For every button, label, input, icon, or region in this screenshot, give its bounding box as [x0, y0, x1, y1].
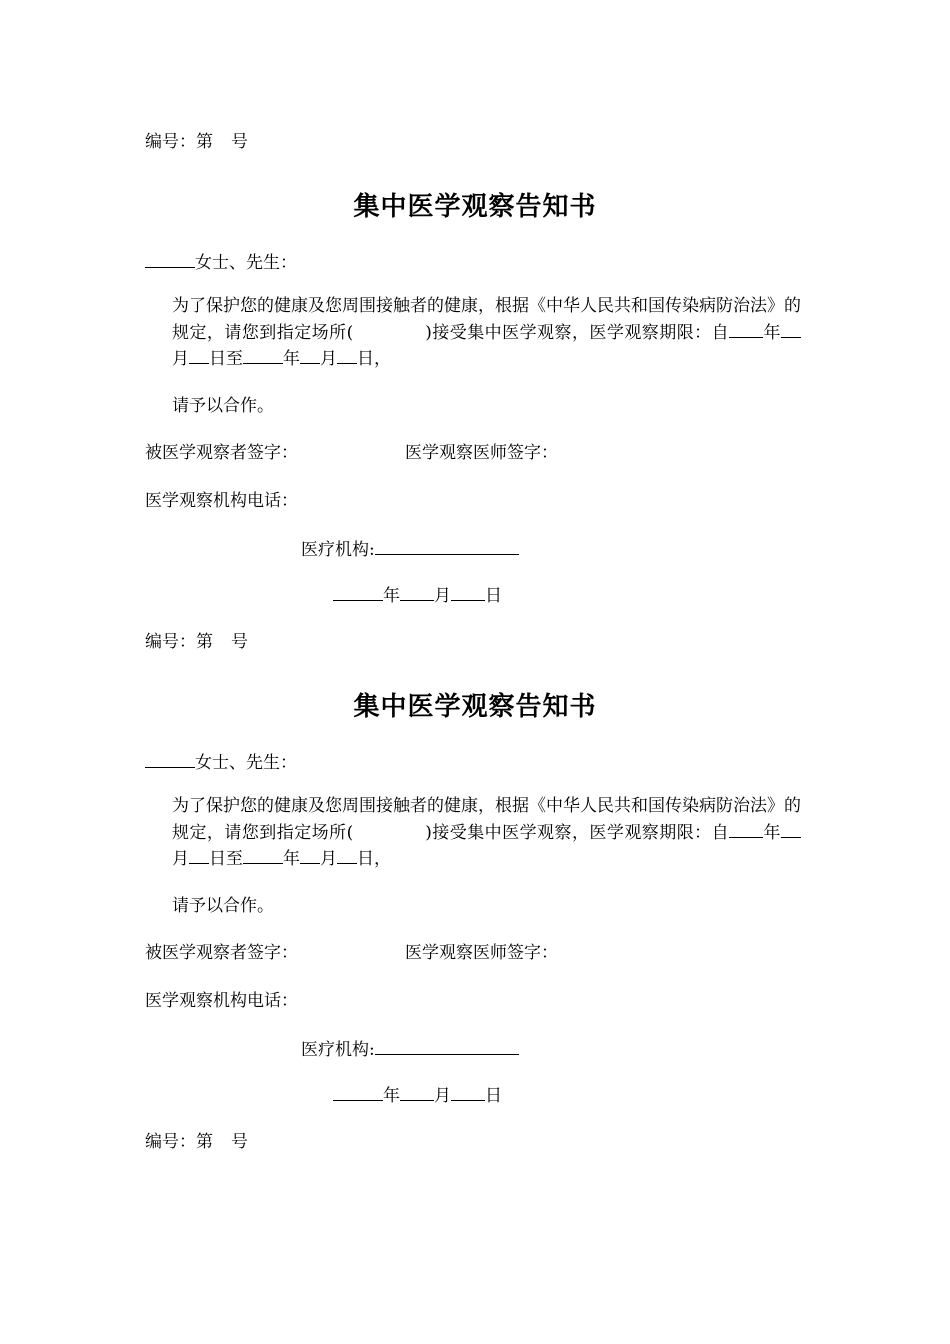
- institution-line: [301, 1037, 519, 1063]
- serial-label: 编号：第: [145, 1132, 213, 1152]
- start-month-blank[interactable]: [781, 320, 801, 338]
- serial-label: 编号：第: [145, 632, 213, 652]
- date-day-label: 日: [485, 586, 502, 606]
- institution-blank[interactable]: [375, 537, 519, 555]
- end-year-blank[interactable]: [243, 346, 283, 364]
- issue-date: [333, 1083, 502, 1109]
- year-label: 年: [763, 322, 782, 343]
- notice-title: 集中医学观察告知书: [353, 692, 597, 722]
- start-year-blank[interactable]: [729, 320, 763, 338]
- year-label: 年: [283, 349, 300, 369]
- month-label: 月: [172, 349, 189, 369]
- date-month-label: 月: [434, 586, 451, 606]
- notice-body: [145, 294, 801, 373]
- month-label: 月: [320, 849, 337, 869]
- body-part1: 为了保护您的健康及您周围接触者的健康，根据《中华人民共和国传染病防治法》的规定，请您到指定场所(: [172, 796, 801, 843]
- date-year-label: 年: [383, 586, 400, 606]
- salutation-text: 女士、先生：: [195, 253, 297, 273]
- day-end-label: 日，: [357, 349, 391, 369]
- end-day-blank[interactable]: [337, 846, 357, 864]
- start-day-blank[interactable]: [189, 846, 209, 864]
- issue-month-blank[interactable]: [400, 583, 434, 601]
- issue-month-blank[interactable]: [400, 1083, 434, 1101]
- date-year-label: 年: [383, 1086, 400, 1106]
- body-part2: )接受集中医学观察，医学观察期限：自: [425, 822, 730, 843]
- notice-title: 集中医学观察告知书: [353, 192, 597, 222]
- start-day-blank[interactable]: [189, 346, 209, 364]
- start-month-blank[interactable]: [781, 820, 801, 838]
- serial-suffix: 号: [231, 1132, 248, 1152]
- salutation: [145, 750, 297, 776]
- signature-observed: 被医学观察者签字：: [145, 943, 298, 963]
- name-blank[interactable]: [145, 250, 195, 268]
- signature-observed: 被医学观察者签字：: [145, 443, 298, 463]
- serial-number: [145, 130, 248, 155]
- notice-body: [145, 794, 801, 873]
- day-to-label: 日至: [209, 349, 243, 369]
- month-label: 月: [172, 849, 189, 869]
- serial-number: [145, 1130, 248, 1155]
- issue-date: [333, 583, 502, 609]
- phone-label: 医学观察机构电话：: [145, 491, 298, 511]
- serial-number: [145, 630, 248, 655]
- serial-suffix: 号: [231, 632, 248, 652]
- salutation-text: 女士、先生：: [195, 753, 297, 773]
- body-part1: 为了保护您的健康及您周围接触者的健康，根据《中华人民共和国传染病防治法》的规定，请您到指定场所(: [172, 296, 801, 343]
- institution-label: 医疗机构:: [301, 1040, 375, 1060]
- issue-year-blank[interactable]: [333, 1083, 383, 1101]
- salutation: [145, 250, 297, 276]
- issue-year-blank[interactable]: [333, 583, 383, 601]
- end-month-blank[interactable]: [300, 846, 320, 864]
- body-part2: )接受集中医学观察，医学观察期限：自: [425, 322, 730, 343]
- day-end-label: 日，: [357, 849, 391, 869]
- institution-line: [301, 537, 519, 563]
- issue-day-blank[interactable]: [451, 583, 485, 601]
- year-label: 年: [283, 849, 300, 869]
- end-year-blank[interactable]: [243, 846, 283, 864]
- institution-label: 医疗机构:: [301, 540, 375, 560]
- serial-suffix: 号: [231, 132, 248, 152]
- phone-label: 医学观察机构电话：: [145, 991, 298, 1011]
- end-month-blank[interactable]: [300, 346, 320, 364]
- cooperate-text: 请予以合作。: [172, 396, 274, 416]
- cooperate-text: 请予以合作。: [172, 896, 274, 916]
- date-month-label: 月: [434, 1086, 451, 1106]
- date-day-label: 日: [485, 1086, 502, 1106]
- year-label: 年: [763, 822, 782, 843]
- start-year-blank[interactable]: [729, 820, 763, 838]
- issue-day-blank[interactable]: [451, 1083, 485, 1101]
- month-label: 月: [320, 349, 337, 369]
- signature-doctor: 医学观察医师签字：: [405, 943, 558, 963]
- institution-blank[interactable]: [375, 1037, 519, 1055]
- day-to-label: 日至: [209, 849, 243, 869]
- end-day-blank[interactable]: [337, 346, 357, 364]
- signature-doctor: 医学观察医师签字：: [405, 443, 558, 463]
- name-blank[interactable]: [145, 750, 195, 768]
- serial-label: 编号：第: [145, 132, 213, 152]
